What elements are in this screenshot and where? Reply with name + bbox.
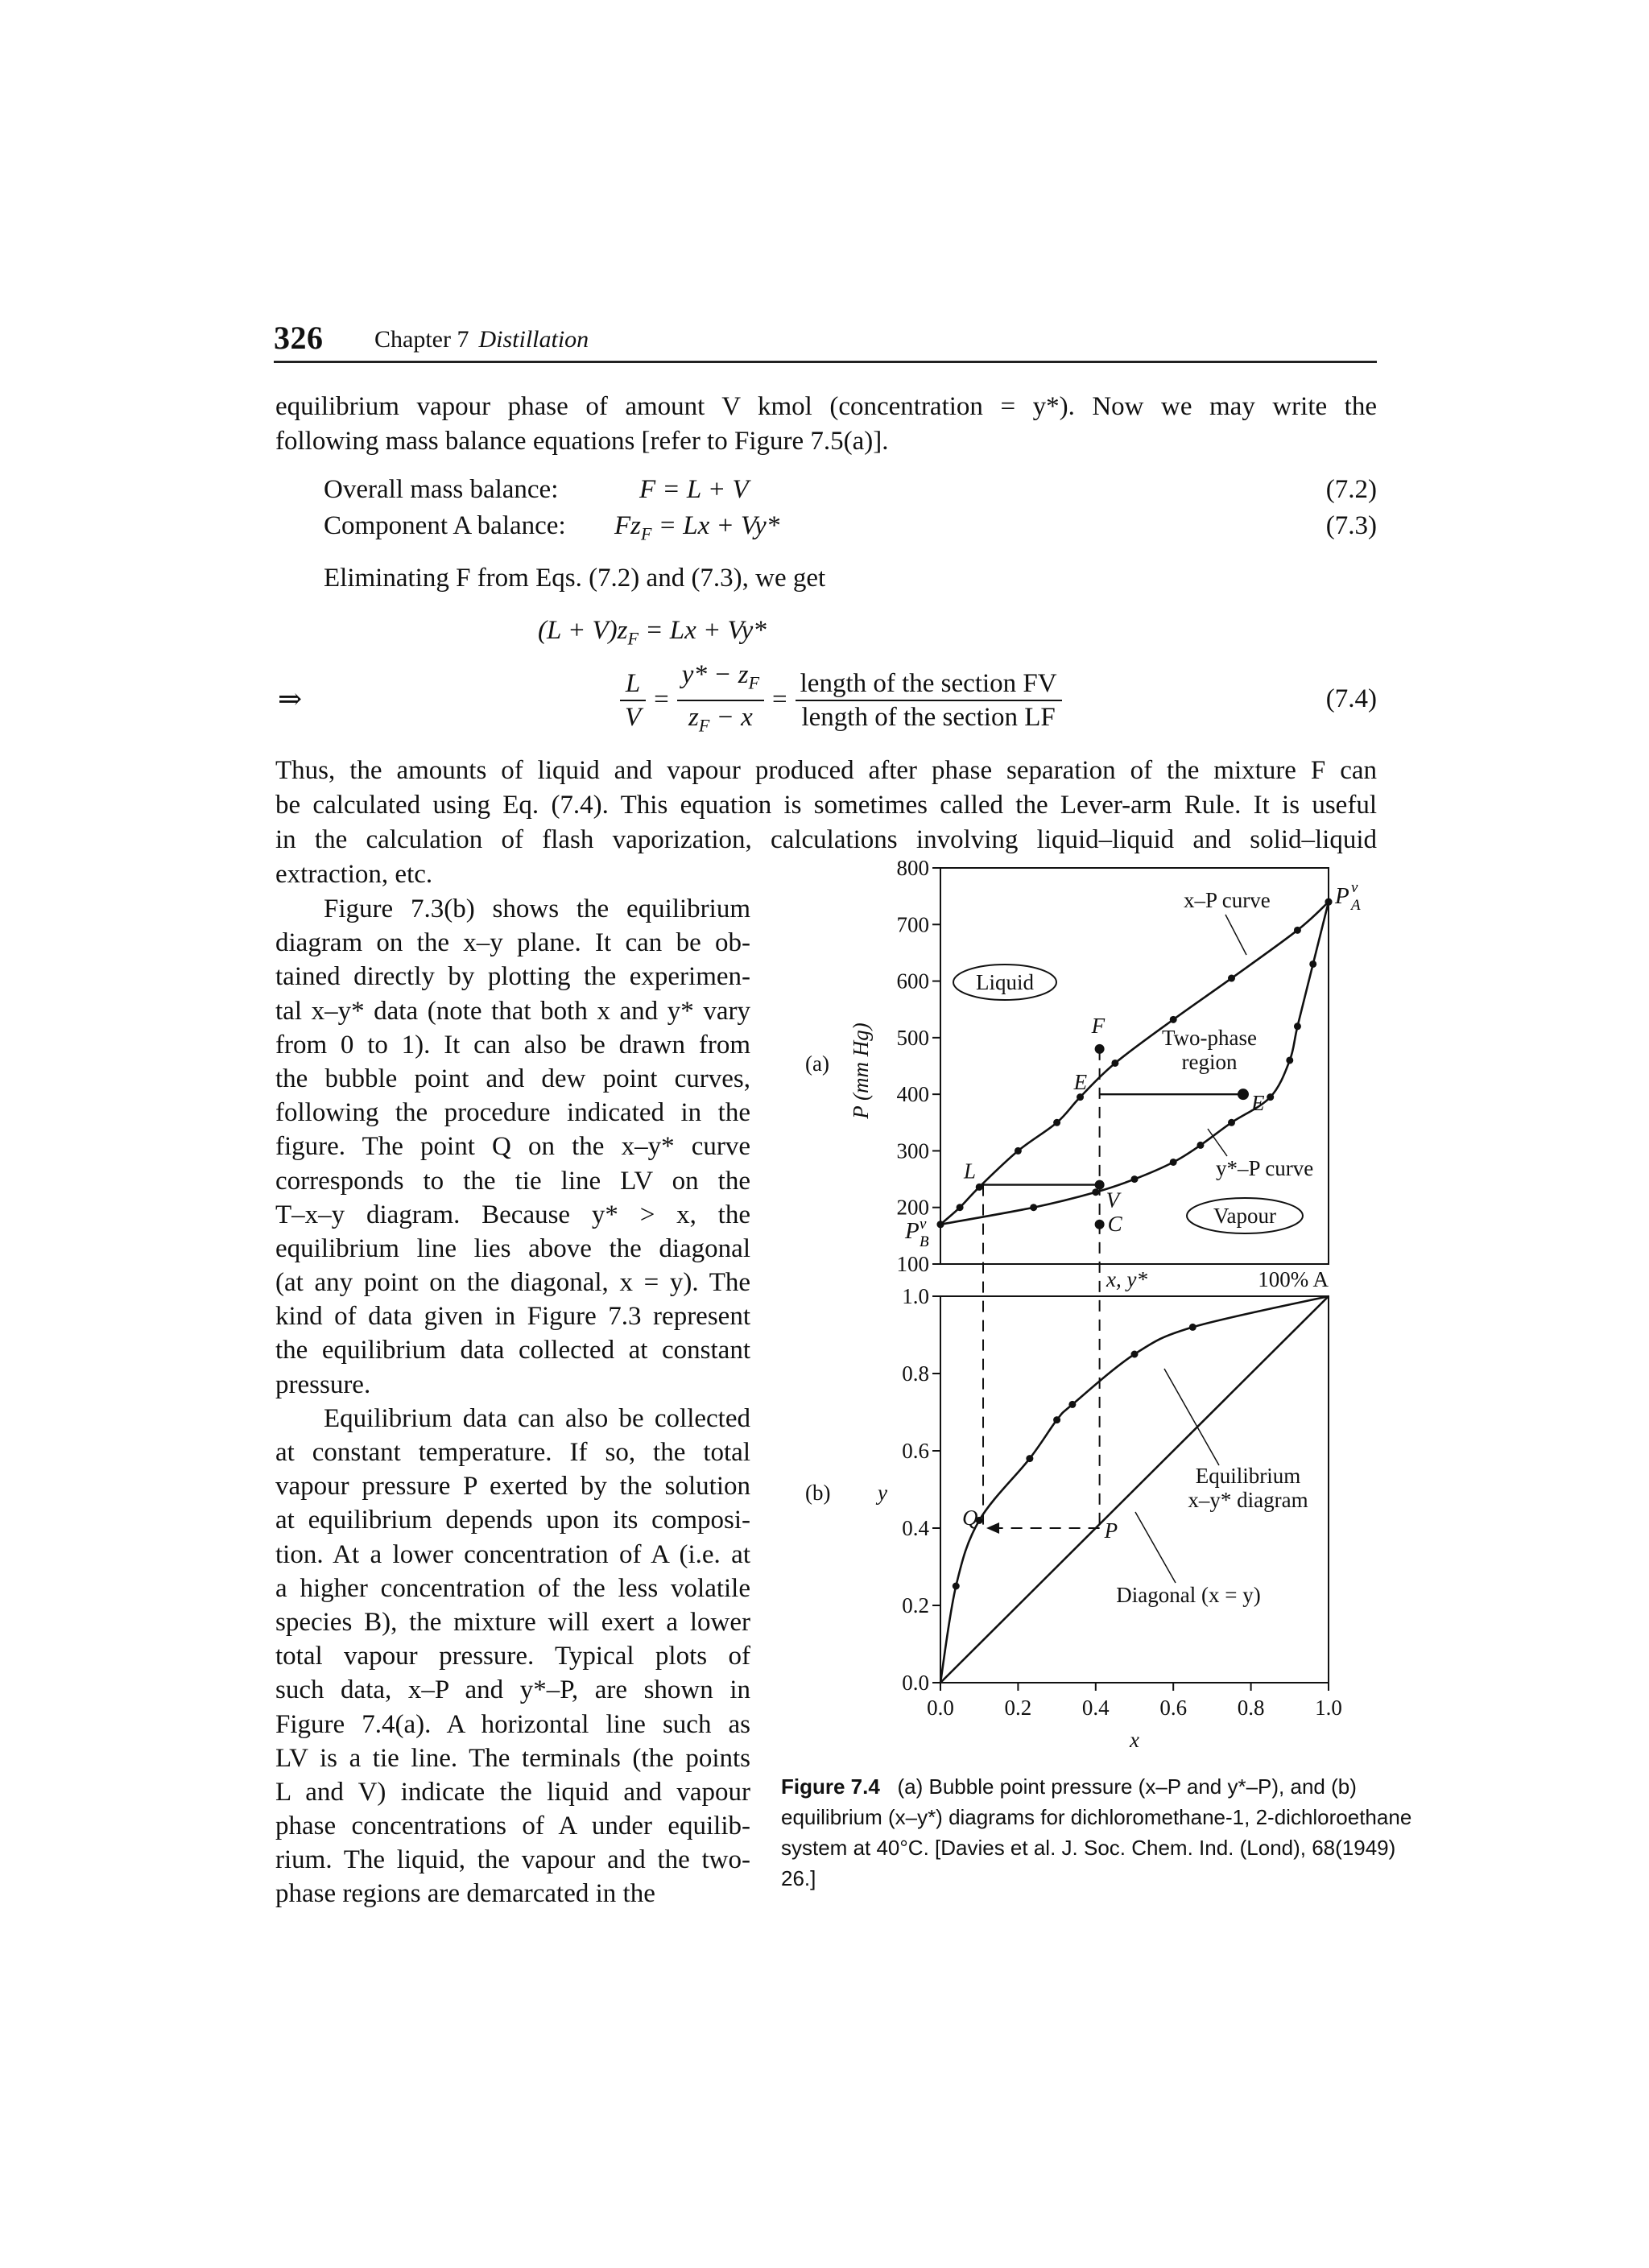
data-point-a — [1286, 1056, 1293, 1064]
caption-line-2: equilibrium (x–y*) diagrams for dichloromethane-1, 2-dichloroethane — [781, 1805, 1412, 1829]
chapter-label: Chapter 7 — [374, 326, 469, 353]
data-point-a — [1309, 960, 1316, 968]
label-pva-sub: A — [1351, 897, 1361, 914]
y-tick-label-b: 0.0 — [902, 1671, 929, 1695]
data-point-b — [953, 1583, 960, 1590]
data-point-a — [1325, 899, 1333, 906]
column-line: at constant temperature. If so, the total — [275, 1438, 750, 1467]
data-point-a — [1092, 1188, 1099, 1196]
y-tick-label-a: 400 — [896, 1082, 929, 1107]
column-line: phase concentrations of A under equilib- — [275, 1812, 750, 1841]
column-line: Figure 7.3(b) shows the equilibrium — [324, 894, 750, 923]
column-line: tion. At a lower concentration of A (i.e. at — [275, 1539, 750, 1569]
data-point-a — [1170, 1016, 1177, 1023]
component-balance-eq: $Fz_F = Lx + Vy*$ — [614, 511, 780, 544]
label-xp-curve: x–P curve — [1184, 888, 1271, 912]
point-c-marker — [1095, 1220, 1105, 1229]
y-tick-label-a: 800 — [896, 856, 929, 880]
data-point-b — [1026, 1455, 1033, 1462]
column-line: vapour pressure P exerted by the solution — [275, 1472, 750, 1502]
running-header — [374, 326, 589, 353]
frac-l-over-v: $\frac{L}{V}$ — [620, 667, 646, 733]
point-v-label: V — [1106, 1188, 1120, 1212]
data-point-a — [1030, 1204, 1037, 1211]
data-point-a — [1015, 1147, 1022, 1155]
column-line: a higher concentration of the less volatile — [275, 1573, 750, 1603]
column-line: following the procedure indicated in the — [275, 1098, 750, 1128]
label-eq-2: x–y* diagram — [1188, 1488, 1308, 1512]
x-tick-label-b: 0.0 — [927, 1696, 954, 1720]
implies-arrow: ⇒ — [278, 683, 303, 715]
leader-xp — [1225, 915, 1246, 955]
data-point-a — [1111, 1060, 1118, 1067]
data-point-a — [1228, 1119, 1235, 1126]
column-line: phase regions are demarcated in the — [275, 1879, 655, 1909]
chapter-title: Distillation — [478, 326, 589, 353]
y-tick-label-a: 200 — [896, 1195, 929, 1220]
point-f-marker — [1095, 1044, 1105, 1054]
point-e2-marker — [1238, 1089, 1249, 1100]
y-tick-label-a: 600 — [896, 969, 929, 994]
caption-line-1: Figure 7.4 (a) Bubble point pressure (x–P and y*–P), and (b) — [781, 1774, 1357, 1799]
intro-line-2: following mass balance equations [refer to Figure 7.5(a)]. — [275, 427, 889, 456]
column-line: tained directly by plotting the experimen- — [275, 962, 750, 992]
data-point-a — [1053, 1119, 1060, 1126]
x-axis-label-b: x — [1130, 1728, 1139, 1752]
y-tick-label-a: 100 — [896, 1252, 929, 1276]
page-number: 326 — [274, 320, 324, 356]
label-two-phase-1: Two-phase — [1161, 1026, 1258, 1050]
label-pvb-sub: B — [920, 1233, 929, 1250]
eq-number-7-2: (7.2) — [1325, 475, 1377, 504]
y-tick-label-a: 500 — [896, 1025, 929, 1050]
label-pvb: P — [905, 1218, 920, 1244]
label-liquid: Liquid — [976, 970, 1034, 994]
label-pvb-sup: v — [920, 1216, 927, 1233]
data-point-a — [937, 1221, 944, 1228]
y-tick-label-a: 300 — [896, 1138, 929, 1163]
column-line: pressure. — [275, 1369, 371, 1399]
column-line: rium. The liquid, the vapour and the two- — [275, 1845, 750, 1875]
eliminating-text: Eliminating F from Eqs. (7.2) and (7.3), we get — [324, 564, 826, 593]
data-point-b — [1068, 1401, 1076, 1408]
column-line: total vapour pressure. Typical plots of — [275, 1642, 750, 1671]
data-point-a — [1294, 927, 1301, 934]
y-tick-label-b: 0.4 — [902, 1516, 929, 1540]
eq-number-7-4: (7.4) — [1325, 684, 1377, 713]
data-point-a — [1131, 1175, 1139, 1183]
label-eq-1: Equilibrium — [1195, 1464, 1301, 1488]
column-line: corresponds to the tie line LV on the — [275, 1166, 750, 1196]
header-rule — [274, 361, 1377, 363]
column-line: Figure 7.4(a). A horizontal line such as — [275, 1709, 750, 1739]
figure-7-4 — [797, 853, 1385, 1820]
column-line: kind of data given in Figure 7.3 represent — [275, 1302, 750, 1332]
x-tick-label-b: 0.8 — [1237, 1696, 1265, 1720]
component-balance-label: Component A balance: — [324, 511, 566, 540]
label-two-phase-2: region — [1181, 1050, 1238, 1074]
label-pva-sup: v — [1351, 879, 1358, 896]
column-line: diagram on the x–y plane. It can be ob- — [275, 928, 750, 958]
overall-balance-label: Overall mass balance: — [324, 475, 559, 504]
x-tick-label-b: 0.4 — [1081, 1696, 1110, 1720]
data-point-a — [1170, 1159, 1177, 1166]
data-point-a — [976, 1184, 983, 1191]
panel-b-label: (b) — [805, 1481, 831, 1505]
para2-line-4: extraction, etc. — [275, 860, 433, 889]
leader-diag — [1135, 1512, 1176, 1583]
column-line: the bubble point and dew point curves, — [275, 1064, 750, 1093]
caption-line-3: system at 40°C. [Davies et al. J. Soc. Chem. Ind. (Lond), 68(1949) — [781, 1836, 1396, 1860]
label-vapour: Vapour — [1213, 1204, 1276, 1228]
data-point-a — [1196, 1142, 1204, 1149]
column-line: L and V) indicate the liquid and vapour — [275, 1777, 750, 1807]
left-column-text — [275, 892, 750, 1911]
column-line: LV is a tie line. The terminals (the points — [275, 1743, 750, 1773]
label-pva: P — [1335, 883, 1349, 909]
column-line: species B), the mixture will exert a lower — [275, 1607, 750, 1637]
combined-balance-eq: $(L + V)z_F = Lx + Vy*$ — [538, 616, 767, 649]
point-p-label: P — [1104, 1518, 1118, 1543]
eq-number-7-3: (7.3) — [1325, 511, 1377, 540]
panel-a-label: (a) — [805, 1051, 829, 1076]
arrow-head — [986, 1522, 999, 1534]
column-line: such data, x–P and y*–P, are shown in — [275, 1675, 750, 1705]
y-axis-label-a: P (mm Hg) — [849, 1022, 873, 1119]
x-tick-label-b: 0.2 — [1004, 1696, 1032, 1720]
data-point-a — [1228, 975, 1235, 982]
column-line: (at any point on the diagonal, x = y). The — [275, 1268, 750, 1298]
caption-line-4: 26.] — [781, 1866, 816, 1890]
column-line: tal x–y* data (note that both x and y* vary — [275, 996, 750, 1026]
data-point-a — [957, 1204, 964, 1211]
y-tick-label-b: 0.2 — [902, 1593, 929, 1617]
point-c-label: C — [1107, 1211, 1122, 1236]
column-line: the equilibrium data collected at constant — [275, 1336, 750, 1365]
para2-line-3: in the calculation of flash vaporization, calculations involving liquid–liquid and solid–liquid — [275, 825, 1377, 854]
data-point-b — [1189, 1324, 1196, 1331]
figure-caption — [781, 1771, 1412, 1894]
axis-note-xy: x, y* — [1106, 1267, 1147, 1291]
data-point-a — [1077, 1093, 1084, 1101]
point-e2-label: E′ — [1250, 1091, 1270, 1116]
point-e-label: E — [1073, 1070, 1088, 1095]
frac-section-lengths: $\frac{\text{length of the section FV}}{\text{length of the section LF}}$ — [796, 667, 1062, 733]
y-tick-label-b: 0.6 — [902, 1439, 929, 1463]
point-l-label: L — [964, 1159, 977, 1184]
axis-note-100a: 100% A — [1258, 1267, 1329, 1291]
para2-line-1: Thus, the amounts of liquid and vapour produced after phase separation of the mixture F can — [275, 756, 1377, 785]
x-tick-label-b: 0.6 — [1159, 1696, 1188, 1720]
column-line: at equilibrium depends upon its composi- — [275, 1506, 750, 1535]
point-q-label: Q — [962, 1506, 978, 1530]
column-line: figure. The point Q on the x–y* curve — [275, 1132, 750, 1162]
column-line: equilibrium line lies above the diagonal — [275, 1233, 750, 1263]
intro-line-1: equilibrium vapour phase of amount V kmol (concentration = y*). Now we may write the — [275, 392, 1377, 421]
column-line: T–x–y diagram. Because y* > x, the — [275, 1200, 750, 1229]
label-yp-curve: y*–P curve — [1216, 1156, 1314, 1180]
point-f-label: F — [1091, 1013, 1106, 1038]
column-line: Equilibrium data can also be collected — [324, 1403, 750, 1433]
y-tick-label-b: 0.8 — [902, 1361, 929, 1386]
data-point-b — [1053, 1416, 1060, 1423]
para2-line-2: be calculated using Eq. (7.4). This equation is sometimes called the Lever-arm Rule. It is useful — [275, 791, 1377, 820]
x-tick-label-b: 1.0 — [1315, 1696, 1342, 1720]
label-diagonal: Diagonal (x = y) — [1116, 1583, 1261, 1607]
lever-arm-equation: $\frac{L}{V}$ = $\frac{y* - z_F}{z_F - x}$ = $\frac{\text{length of the section FV}}{\text{length of the section LF}}$ — [620, 659, 1062, 742]
column-line: from 0 to 1). It can also be drawn from — [275, 1030, 750, 1060]
frac-concentrations: $\frac{y* - z_F}{z_F - x}$ — [677, 659, 764, 742]
y-axis-label-b: y — [878, 1481, 887, 1505]
y-tick-label-b: 1.0 — [902, 1284, 929, 1308]
data-point-b — [1131, 1351, 1139, 1358]
overall-balance-eq: F = L + V — [639, 475, 749, 504]
y-tick-label-a: 700 — [896, 912, 929, 937]
data-point-a — [1294, 1022, 1301, 1030]
